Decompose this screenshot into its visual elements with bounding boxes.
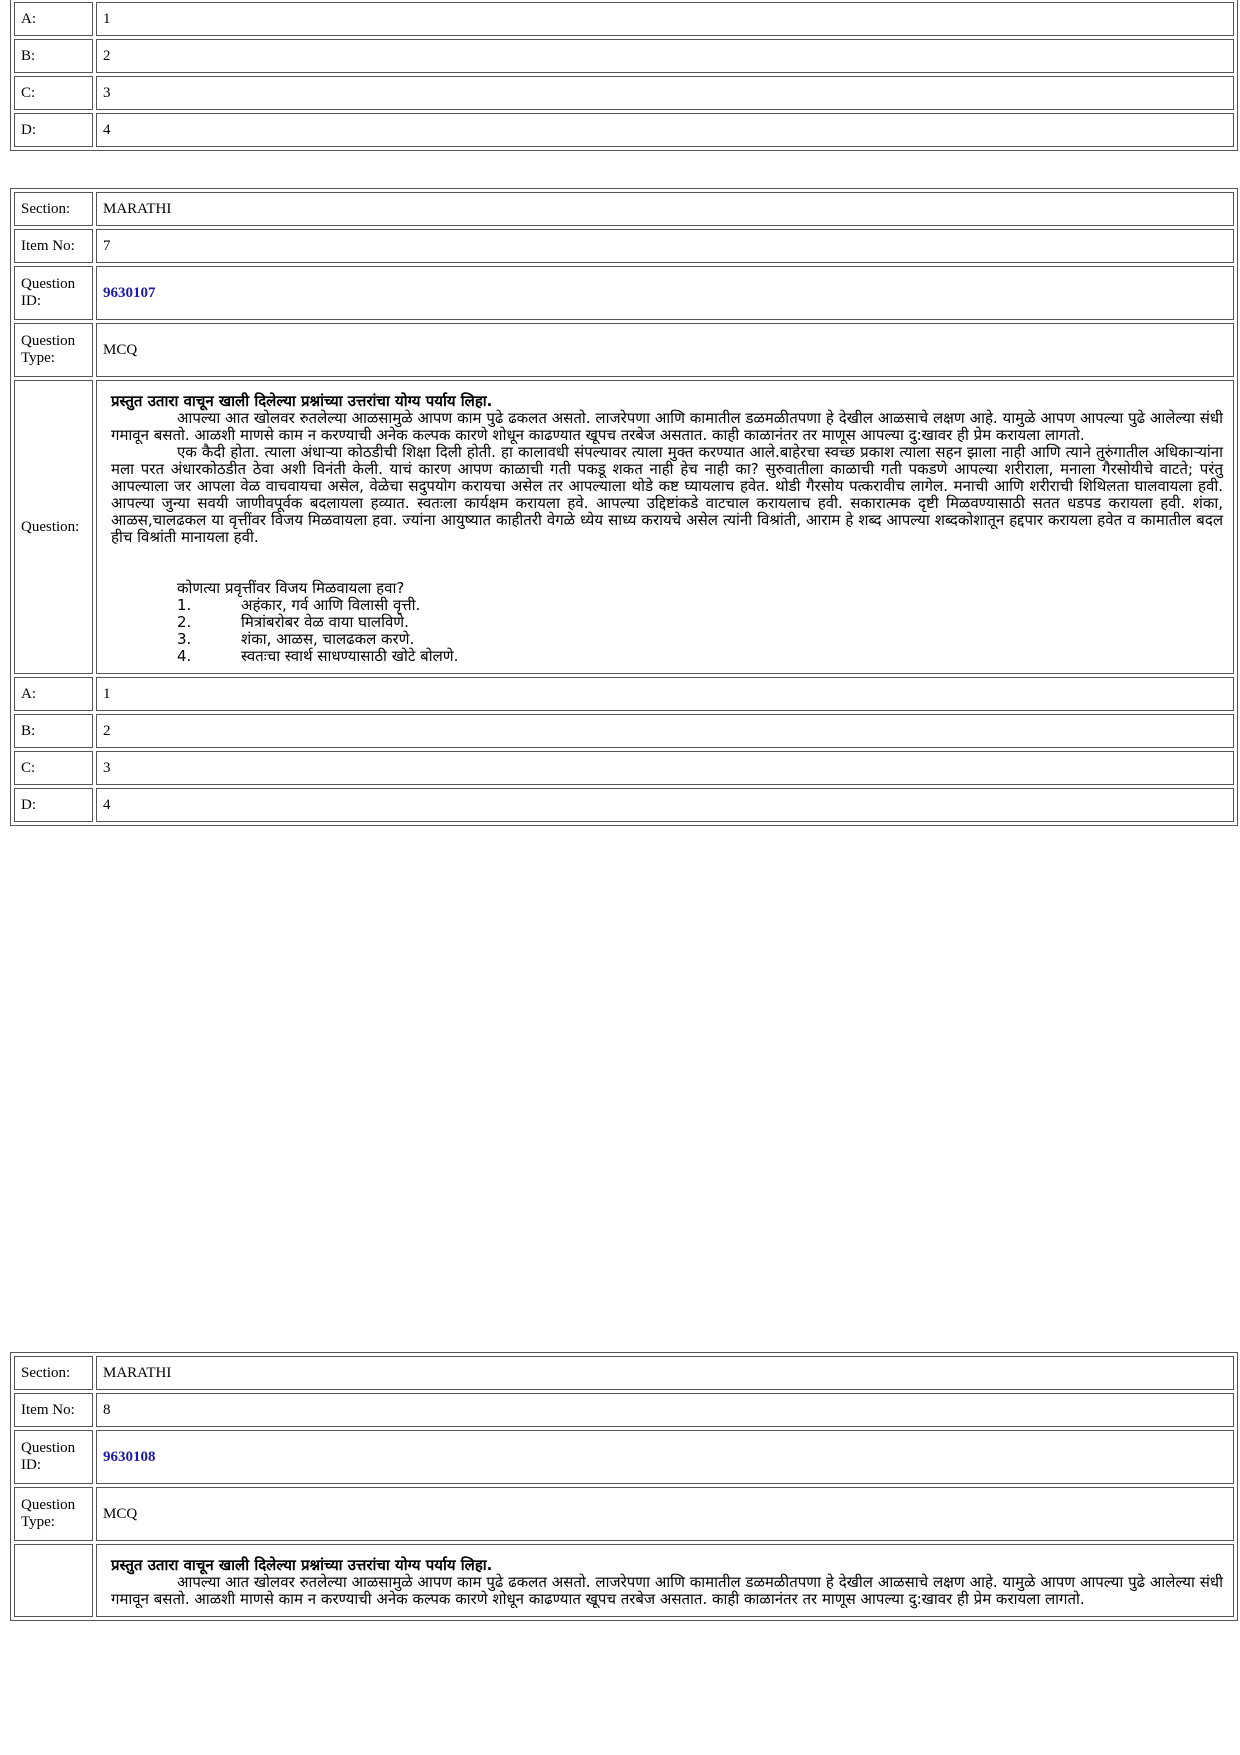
question-label bbox=[14, 1544, 93, 1617]
item-no-label: Item No: bbox=[14, 229, 93, 263]
question-type-row bbox=[14, 323, 1234, 377]
choice-item bbox=[177, 648, 1223, 665]
choice-item bbox=[177, 631, 1223, 648]
question-type-value: MCQ bbox=[96, 323, 1234, 377]
item-no-label: Item No: bbox=[14, 1393, 93, 1427]
option-label: D: bbox=[14, 113, 93, 147]
question-label: Question: bbox=[14, 380, 93, 674]
option-label: C: bbox=[14, 751, 93, 785]
option-value: 4 bbox=[96, 113, 1234, 147]
question-type-row bbox=[14, 1487, 1234, 1541]
choice-list bbox=[111, 597, 1223, 665]
section-row bbox=[14, 1356, 1234, 1390]
choice-text: शंका, आळस, चालढकल करणे. bbox=[241, 630, 415, 648]
option-row-d bbox=[14, 113, 1234, 147]
question-id-link[interactable]: 9630107 bbox=[103, 284, 156, 301]
option-label: B: bbox=[14, 39, 93, 73]
section-label: Section: bbox=[14, 1356, 93, 1390]
option-row-b bbox=[14, 39, 1234, 73]
item-no-row bbox=[14, 1393, 1234, 1427]
choice-number: 2. bbox=[177, 613, 192, 631]
question-type-label: Question Type: bbox=[14, 1487, 93, 1541]
item-no-value: 8 bbox=[96, 1393, 1234, 1427]
question-id-value bbox=[96, 266, 1234, 320]
option-value: 1 bbox=[96, 677, 1234, 711]
choice-item bbox=[177, 597, 1223, 614]
section-row bbox=[14, 192, 1234, 226]
question-block-8 bbox=[10, 1352, 1238, 1621]
question-body bbox=[96, 380, 1234, 674]
question-block-7 bbox=[10, 188, 1238, 826]
choice-item bbox=[177, 614, 1223, 631]
question-type-value: MCQ bbox=[96, 1487, 1234, 1541]
choice-text: अहंकार, गर्व आणि विलासी वृत्ती. bbox=[241, 596, 421, 614]
option-label: C: bbox=[14, 76, 93, 110]
question-body bbox=[96, 1544, 1234, 1617]
question-id-label: Question ID: bbox=[14, 266, 93, 320]
question-row bbox=[14, 380, 1234, 674]
option-row-a bbox=[14, 677, 1234, 711]
item-no-value: 7 bbox=[96, 229, 1234, 263]
choice-number: 4. bbox=[177, 647, 192, 665]
option-value: 1 bbox=[96, 2, 1234, 36]
option-row-c bbox=[14, 76, 1234, 110]
question-heading: प्रस्तुत उतारा वाचून खाली दिलेल्या प्रश्नांच्या उत्तरांचा योग्य पर्याय लिहा. bbox=[111, 1556, 493, 1574]
choice-number: 1. bbox=[177, 596, 192, 614]
option-row-c bbox=[14, 751, 1234, 785]
option-value: 4 bbox=[96, 788, 1234, 822]
question-id-value bbox=[96, 1430, 1234, 1484]
option-label: D: bbox=[14, 788, 93, 822]
choice-text: मित्रांबरोबर वेळ वाया घालविणे. bbox=[241, 613, 409, 631]
option-value: 3 bbox=[96, 76, 1234, 110]
item-no-row bbox=[14, 229, 1234, 263]
option-label: A: bbox=[14, 677, 93, 711]
section-label: Section: bbox=[14, 192, 93, 226]
choice-number: 3. bbox=[177, 630, 192, 648]
option-value: 2 bbox=[96, 39, 1234, 73]
question-type-label: Question Type: bbox=[14, 323, 93, 377]
question-prompt: कोणत्या प्रवृत्तींवर विजय मिळवायला हवा? bbox=[177, 579, 405, 597]
question-heading: प्रस्तुत उतारा वाचून खाली दिलेल्या प्रश्नांच्या उत्तरांचा योग्य पर्याय लिहा. bbox=[111, 392, 493, 410]
section-value: MARATHI bbox=[96, 192, 1234, 226]
passage-paragraph-1: आपल्या आत खोलवर रुतलेल्या आळसामुळे आपण काम पुढे ढकलत असतो. लाजरेपणा आणि कामातील डळमळीतपणा हे देखील आळसाचे लक्षण आहे. यामुळे आपण आपल्या पुढे आलेल्या संधी गमावून बसतो. आळशी माणसे काम न करण्याची अनेक कल्पक कारणे शोधून काढण्यात खूपच तरबेज असतात. काही काळानंतर तर माणूस आपल्या दु:खावर ही प्रेम करायला लागतो. bbox=[111, 1573, 1223, 1608]
option-row-d bbox=[14, 788, 1234, 822]
choice-text: स्वतःचा स्वार्थ साधण्यासाठी खोटे बोलणे. bbox=[241, 647, 459, 665]
question-id-row bbox=[14, 1430, 1234, 1484]
option-value: 3 bbox=[96, 751, 1234, 785]
section-value: MARATHI bbox=[96, 1356, 1234, 1390]
question-id-label: Question ID: bbox=[14, 1430, 93, 1484]
passage-paragraph-2: एक कैदी होता. त्याला अंधाऱ्या कोठडीची शिक्षा दिली होती. हा कालावधी संपल्यावर त्याला मुक्त करण्यात आले.बाहेरचा स्वच्छ प्रकाश त्याला सहन झाला नाही आणि त्याने तुरुंगातील अधिकाऱ्यांना मला परत अंधारकोठडीत ठेवा अशी विनंती केली. याचं कारण आपण काळाची गती पकडू शकत नाही हेच नाही का? सुरुवातीला काळाची गती पकडणे आपल्या शरीराला, मनाला गैरसोयीचे वाटते; परंतु आपल्याला जर आपला वेळ वाचवायचा असेल, वेळेचा सदुपयोग करायचा असेल तर आपल्याला थोडे कष्ट घ्यायलाच हवेत. थोडी गैरसोय पत्करावीच लागेल. मनाची आणि शरीराची शिथिलता घालवायला हवी. आपल्या जुन्या सवयी जाणीवपूर्वक बदलायला हव्यात. स्वतःला कार्यक्षम करायला हवे. आपल्या उद्दिष्टांकडे वाटचाल करायलाच हवी. सकारात्मक दृष्टी मिळवण्यासाठी सतत धडपड करायला हवी. शंका, आळस,चालढकल या वृत्तींवर विजय मिळवायला हवा. ज्यांना आयुष्यात काहीतरी वेगळे ध्येय साध्य करायचे असेल त्यांनी विश्रांती, आराम हे शब्द आपल्या शब्दकोशातून हद्दपार करायला हवेत व कामातील बदल हीच विश्रांती मानायला हवी. bbox=[111, 443, 1223, 546]
question-block-6-tail bbox=[10, 0, 1238, 151]
passage-paragraph-1: आपल्या आत खोलवर रुतलेल्या आळसामुळे आपण काम पुढे ढकलत असतो. लाजरेपणा आणि कामातील डळमळीतपणा हे देखील आळसाचे लक्षण आहे. यामुळे आपण आपल्या पुढे आलेल्या संधी गमावून बसतो. आळशी माणसे काम न करण्याची अनेक कल्पक कारणे शोधून काढण्यात खूपच तरबेज असतात. काही काळानंतर तर माणूस आपल्या दु:खावर ही प्रेम करायला लागतो. bbox=[111, 409, 1223, 444]
option-row-b bbox=[14, 714, 1234, 748]
question-id-row bbox=[14, 266, 1234, 320]
option-value: 2 bbox=[96, 714, 1234, 748]
option-row-a bbox=[14, 2, 1234, 36]
question-id-link[interactable]: 9630108 bbox=[103, 1448, 156, 1465]
question-row bbox=[14, 1544, 1234, 1617]
option-label: B: bbox=[14, 714, 93, 748]
option-label: A: bbox=[14, 2, 93, 36]
